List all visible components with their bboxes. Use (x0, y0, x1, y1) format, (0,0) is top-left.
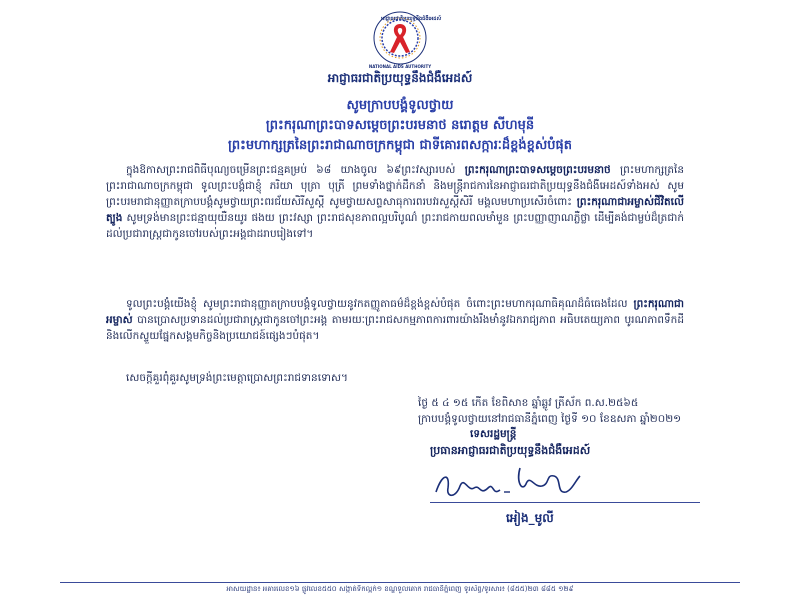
signatory-title: ទេសរដ្ឋមន្ត្រី (470, 428, 517, 440)
footer-address: អាសយដ្ឋាន៖ អគារលេខ១៦ ផ្លូវលេខ៥៥០ សង្កាត់ទឹកល្អក់១ ខណ្ឌទួលគោក រាជធានីភ្នំពេញ ទូរស័ព្ទ/ទូរសារ៖ (៨៥៥)២៣ ៨៨៥ ១២៩ (226, 585, 574, 593)
salutation-block (40, 96, 760, 156)
solar-date: ក្រាបបង្គំទូលថ្វាយនៅរាជធានីភ្នំពេញ ថ្ងៃទី ១០ ខែឧសភា ឆ្នាំ២០២១ (418, 413, 682, 425)
paragraph-3 (126, 370, 666, 386)
salutation-line-1: សូមក្រាបបង្គំទូលថ្វាយ (346, 98, 454, 113)
paragraph-1-text: ក្នុងឱកាសព្រះរាជពិធីបុណ្យចម្រើនព្រះជន្មគម្រប់ ៦៨ យាងចូល ៦៩ព្រះវស្សារបស់ ព្រះករុណាព្រះបាទសម្តេចព្រះបរមនាថ ព្រះមហាក្សត្រនៃព្រះរាជាណាចក្រកម្ពុជា ទូលព្រះបង្គំជាខ្ញុំ ភរិយា បុត្រា បុត្រី ព្រមទាំងថ្នាក់ដឹកនាំ និងមន្ត្រីរាជការនៃអាជ្ញាធរជាតិប្រយុទ្ធនឹងជំងឺអេដស៍ទាំងអស់ សូមព្រះបរមរាជានុញ្ញាតក្រាបបង្គំសូមថ្វាយព្រះពរជ័យសិរីសួស្តី សូមថ្វាយសព្ទសាធុការពរបវរសួស្តីសិរី មង្គលមហាប្រសើរចំពោះ ព្រះករុណាជាអម្ចាស់ជីវិតលើត្បូង សូមទ្រង់មានព្រះជន្មាយុយឺនយូរ ផងយ ព្រះវស្សា ព្រះរាជសុខភាពល្អបរិបូណ៌ ព្រះរាជកាយពលមាំមួន ព្រះបញ្ញាញាណភ្លឺថ្លា ដើម្បីគង់ជាម្លប់ដ៏ត្រជាក់ដល់ប្រជារាស្ត្រជាកូនចៅរបស់ព្រះអង្គជាដរាបរៀងទៅ។ (106, 164, 685, 240)
salutation-line-2: ព្រះករុណាព្រះបាទសម្តេចព្រះបរមនាថ នរោត្តម សីហមុនី (265, 118, 535, 133)
paragraph-2 (106, 296, 684, 344)
nac-logo-icon (345, 2, 455, 70)
signature-icon (430, 462, 630, 506)
organization-name: អាជ្ញាធរជាតិប្រយុទ្ធនឹងជំងឺអេដស៍ (327, 71, 473, 85)
footer-divider (60, 582, 740, 583)
paragraph-2-text: ទូលព្រះបង្គំយើងខ្ញុំ សូមព្រះរាជានុញ្ញាតក្រាបបង្គំទូលថ្វាយនូវកតញ្ញូតាធម៌ដ៏ខ្ពង់ខ្ពស់បំផុត ចំពោះព្រះមហាករុណាធិគុណដ៏ធំធេងដែល ព្រះករុណាជាអម្ចាស់ បានប្រោសប្រទានដល់ប្រជារាស្ត្រជាកូនចៅព្រះអង្គ តាមរយៈព្រះរាជសកម្មភាពការពារយ៉ាងរឹងមាំនូវឯករាជ្យភាព អធិបតេយ្យភាព បូរណភាពទឹកដី និងលើកស្ទួយផ្នែកសង្គមកិច្ចនិងប្រយោជន៍ផ្សេងៗបំផុត។ (106, 298, 684, 342)
paragraph-1 (106, 162, 684, 242)
logo (0, 2, 800, 70)
honorific-highlight: ព្រះករុណាជាអម្ចាស់ (106, 298, 684, 326)
honorific-highlight: ព្រះករុណាព្រះបាទសម្តេចព្រះបរមនាថ (464, 164, 611, 176)
honorific-highlight: ព្រះករុណាជាអម្ចាស់ (576, 196, 654, 208)
paragraph-3-text: សេចក្តីគួរពុំគួរសូមទ្រង់ព្រះមេត្តាប្រោសព្រះរាជទានទោស។ (126, 372, 348, 384)
signatory-name: អៀង_មូលី (506, 511, 554, 525)
honorific-highlight: ព្រះករុណាជាអម្ចាស់ជីវិតលើត្បូង (106, 196, 684, 224)
lunar-date: ថ្ងៃ ៥ ៤ ១៥ កើត ខែពិសាខ ឆ្នាំឆ្លូវ ត្រីស័ក ព.ស.២៥៦៥ (418, 397, 639, 409)
logo-english-text: NATIONAL AIDS AUTHORITY (368, 64, 432, 69)
signature-line (430, 502, 700, 503)
salutation-line-3: ព្រះមហាក្សត្រនៃព្រះរាជាណាចក្រកម្ពុជា ជាទីគោរពសក្ការៈដ៏ខ្ពង់ខ្ពស់បំផុត (228, 138, 572, 153)
signatory-org: ប្រធានអាជ្ញាធរជាតិប្រយុទ្ធនឹងជំងឺអេដស៍ (430, 444, 591, 457)
logo-khmer-text: អាជ្ញាធរជាតិប្រយុទ្ធនឹងជំងឺអេដស៍ (381, 16, 442, 22)
date-block (418, 395, 718, 427)
